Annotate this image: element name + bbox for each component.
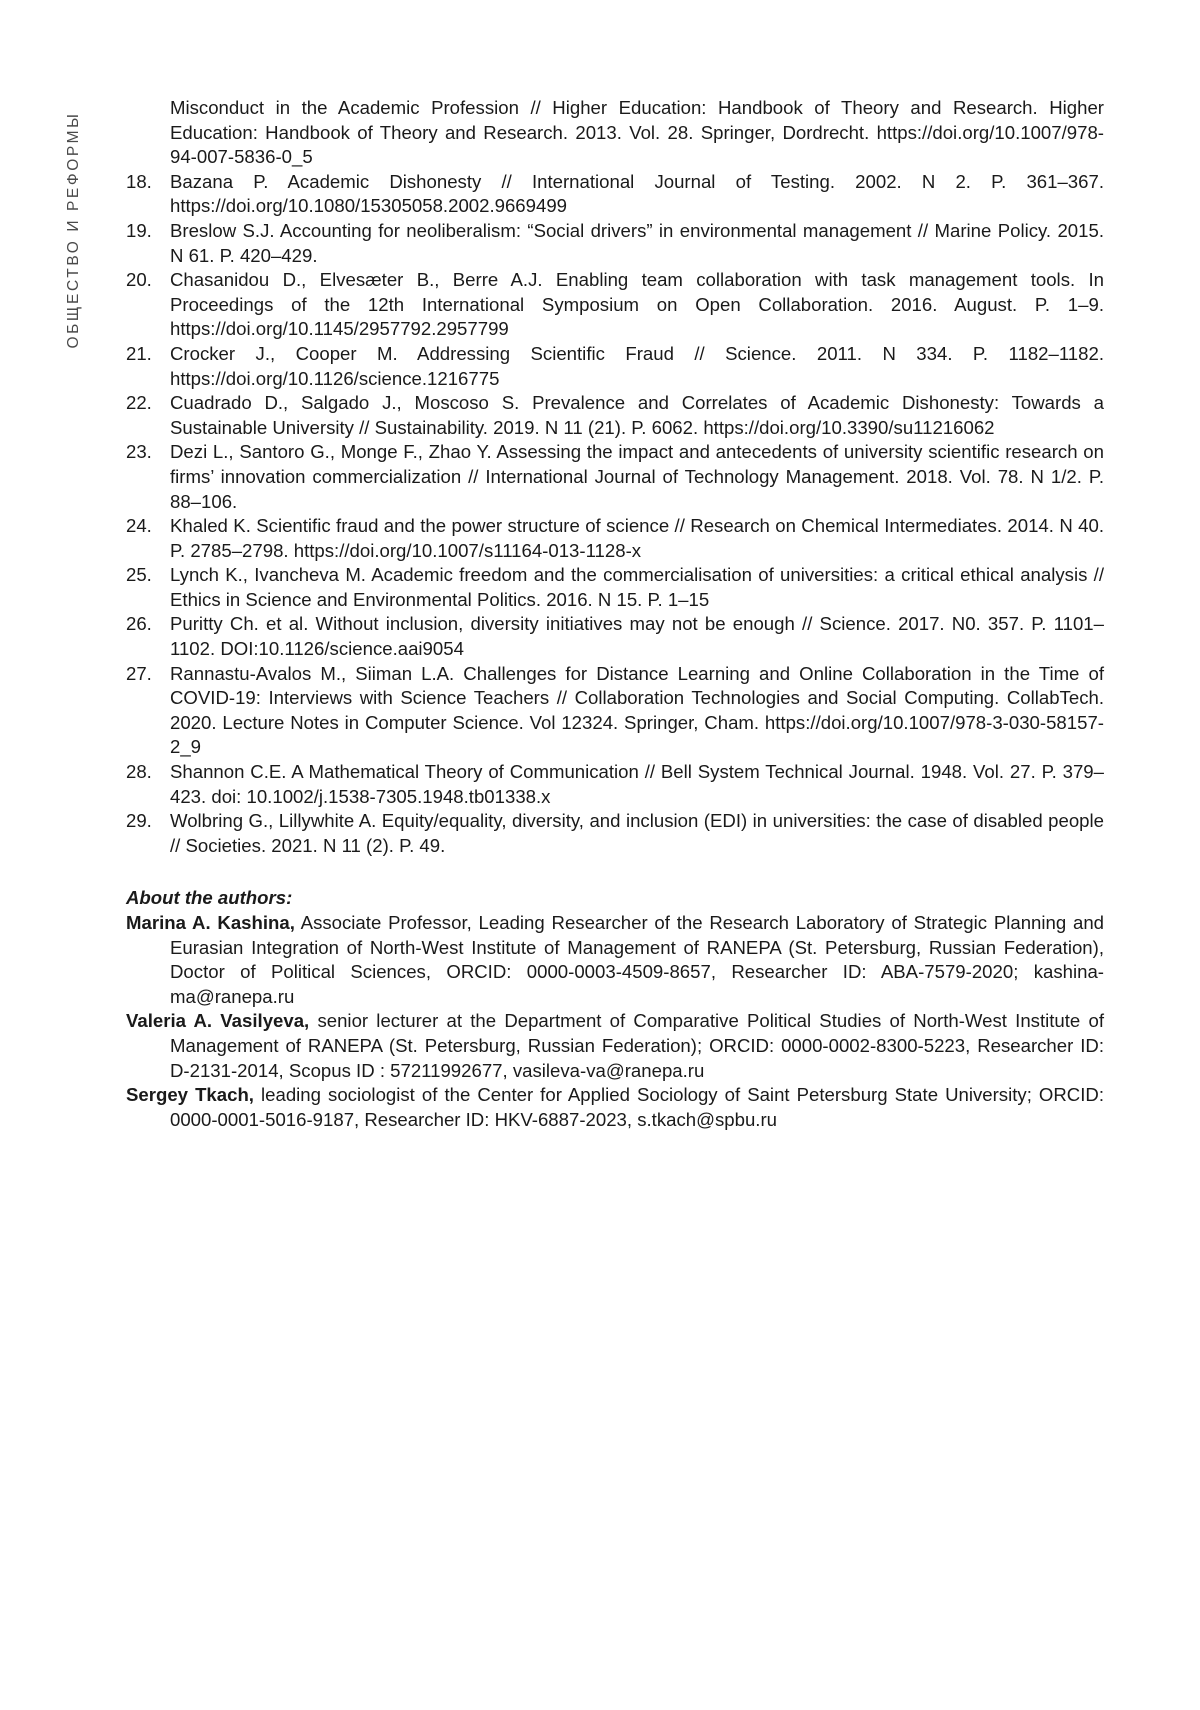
author-name: Marina A. Kashina, (126, 912, 295, 933)
reference-item (126, 662, 1104, 760)
reference-number: 28. (126, 761, 152, 783)
reference-item (126, 809, 1104, 858)
reference-item (126, 342, 1104, 391)
reference-text: Rannastu-Avalos M., Siiman L.A. Challenges for Distance Learning and Online Collaboration in the Time of COVID-19: Interviews with Science Teachers // Collaboration Technologies and Social Computing. CollabTech. 2020. Lecture Notes in Computer Science. Vol 12324. Springer, Cham. https://doi.org/10.1007/978-3-030-58157-2_9 (170, 662, 1104, 758)
reference-text: Bazana P. Academic Dishonesty // International Journal of Testing. 2002. N 2. P. 361–367. https://doi.org/10.1080/15305058.2002.9669499 (170, 170, 1104, 217)
reference-text: Lynch K., Ivancheva M. Academic freedom and the commercialisation of universities: a critical ethical analysis // Ethics in Science and Environmental Politics. 2016. N 15. P. 1–15 (170, 564, 1104, 610)
author-details: leading sociologist of the Center for Applied Sociology of Saint Petersburg State University; ORCID: 0000-0001-5016-9187, Researcher ID: HKV-6887-2023, s.tkach@spbu.ru (170, 1084, 1104, 1130)
author-name: Valeria A. Vasilyeva, (126, 1010, 310, 1032)
reference-item (126, 514, 1104, 563)
reference-text: Khaled K. Scientific fraud and the power structure of science // Research on Chemical Intermediates. 2014. N 40. P. 2785–2798. https://doi.org/10.1007/s11164-013-1128-x (170, 515, 1104, 561)
reference-number: 22. (126, 392, 152, 414)
reference-text: Shannon C.E. A Mathematical Theory of Communication // Bell System Technical Journal. 1948. Vol. 27. P. 379–423. doi: 10.1002/j.1538-7305.1948.tb01338.x (170, 761, 1104, 807)
reference-number: 27. (126, 662, 152, 684)
reference-list (126, 170, 1104, 859)
reference-item (126, 219, 1104, 268)
reference-continuation: Misconduct in the Academic Profession // Higher Education: Handbook of Theory and Research. Higher Education: Handbook of Theory and Research. 2013. Vol. 28. Springer, Dordrecht. https://doi.org/10.1007/978-94-007-5836-0_5 (170, 97, 1104, 168)
reference-text: Chasanidou D., Elvesæter B., Berre A.J. Enabling team collaboration with task management tools. In Proceedings of the 12th International Symposium on Open Collaboration. 2016. August. P. 1–9. https://doi.org/10.1145/2957792.2957799 (170, 269, 1104, 340)
reference-item (126, 760, 1104, 809)
reference-number: 20. (126, 269, 152, 291)
author-entry (126, 911, 1104, 1009)
page-content (126, 96, 1104, 1132)
reference-number: 26. (126, 613, 152, 635)
author-name: Sergey Tkach, (126, 1084, 254, 1106)
reference-number: 19. (126, 219, 152, 241)
reference-number: 29. (126, 810, 152, 832)
reference-text: Crocker J., Cooper M. Addressing Scientific Fraud // Science. 2011. N 334. P. 1182–1182. https://doi.org/10.1126/science.1216775 (170, 342, 1104, 389)
reference-item (126, 612, 1104, 661)
author-details: Associate Professor, Leading Researcher of the Research Laboratory of Strategic Planning and Eurasian Integration of North-West Institute of Management of RANEPA (St. Petersburg, Russian Federation), Doctor of Political Sciences, ORCID: 0000-0003-4509-8657, Researcher ID: ABA-7579-2020; kashina-ma@ranepa.ru (170, 912, 1105, 1007)
reference-number: 23. (126, 441, 152, 463)
reference-text: Puritty Ch. et al. Without inclusion, diversity initiatives may not be enough // Science. 2017. N0. 357. P. 1101–1102. DOI:10.1126/science.aai9054 (170, 613, 1104, 660)
reference-item (126, 440, 1104, 514)
reference-text: Wolbring G., Lillywhite A. Equity/equality, diversity, and inclusion (EDI) in universities: the case of disabled people // Societies. 2021. N 11 (2). P. 49. (170, 810, 1104, 856)
reference-item (126, 563, 1104, 612)
author-entry (126, 1009, 1104, 1083)
about-authors-heading: About the authors: (126, 887, 293, 909)
reference-text: Dezi L., Santoro G., Monge F., Zhao Y. Assessing the impact and antecedents of university scientific research on firms’ innovation commercialization // International Journal of Technology Management. 2018. Vol. 78. N 1/2. P. 88–106. (170, 441, 1104, 512)
reference-text: Cuadrado D., Salgado J., Moscoso S. Prevalence and Correlates of Academic Dishonesty: Towards a Sustainable University // Sustainability. 2019. N 11 (21). P. 6062. https://doi.org/10.3390/su11216062 (170, 392, 1104, 438)
reference-item (126, 268, 1104, 342)
running-head: ОБЩЕСТВО И РЕФОРМЫ (65, 111, 82, 349)
reference-number: 18. (126, 170, 152, 192)
reference-text: Breslow S.J. Accounting for neoliberalism: “Social drivers” in environmental management // Marine Policy. 2015. N 61. P. 420–429. (170, 219, 1104, 266)
author-details: senior lecturer at the Department of Comparative Political Studies of North-West Institute of Management of RANEPA (St. Petersburg, Russian Federation); ORCID: 0000-0002-8300-5223, Researcher ID: D-2131-2014, Scopus ID : 57211992677, vasileva-va@ranepa.ru (170, 1010, 1104, 1081)
reference-item (126, 170, 1104, 219)
reference-number: 24. (126, 515, 152, 537)
reference-item (126, 391, 1104, 440)
author-entry (126, 1083, 1104, 1132)
reference-number: 21. (126, 342, 152, 364)
reference-number: 25. (126, 564, 152, 586)
